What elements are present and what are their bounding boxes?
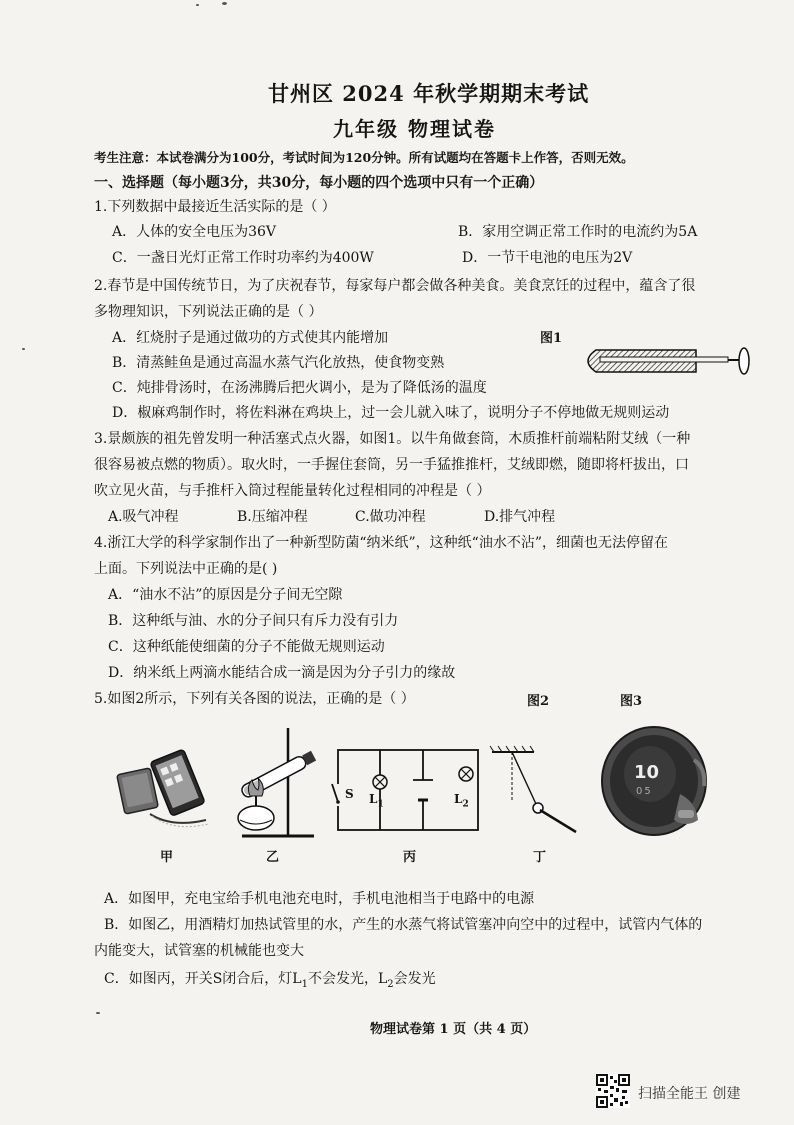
watch-number: 10 <box>634 762 660 783</box>
page-footer: 物理试卷第 1 页（共 4 页） <box>370 1022 537 1037</box>
q5-option-c-sub2: 2 <box>387 978 394 990</box>
section-heading: 一、选择题（每小题3分，共30分，每小题的四个选项中只有一个正确） <box>94 175 544 191</box>
q1-stem: 1.下列数据中最接近生活实际的是（ ） <box>94 199 336 215</box>
q4-stem-1: 4.浙江大学的科学家制作出了一种新型防菌“纳米纸”，这种纸“油水不沾”，细菌也无法停留在 <box>94 535 668 551</box>
exam-title: 甘州区 2024 年秋学期期末考试 <box>268 81 590 106</box>
q2-option-c: C．炖排骨汤时，在汤沸腾后把火调小，是为了降低汤的温度 <box>112 380 487 396</box>
scan-speck <box>196 4 199 6</box>
q3-stem-2: 很容易被点燃的物质）。取火时，一手握住套筒，另一手猛推推杆，艾绒即燃，随即将杆拔出，口 <box>94 457 689 473</box>
q1-option-c: C．一盏日光灯正常工作时功率约为400W <box>112 250 374 266</box>
q5-option-c <box>104 968 436 990</box>
figure-3-label: 图3 <box>620 694 643 709</box>
q5-option-b-1: B．如图乙，用酒精灯加热试管里的水，产生的水蒸气将试管塞冲向空中的过程中，试管内气体的 <box>104 917 703 933</box>
figure-1-label: 图1 <box>540 331 563 346</box>
q2-option-b: B．清蒸鲑鱼是通过高温水蒸气汽化放热，使食物变熟 <box>112 355 445 371</box>
q2-option-a: A．红烧肘子是通过做功的方式使其内能增加 <box>112 330 389 346</box>
circuit-label-s: S <box>345 787 354 801</box>
figure-jia-powerbank-phone <box>112 748 222 838</box>
q4-option-a: A．“油水不沾”的原因是分子间无空隙 <box>108 587 343 603</box>
q4-option-d: D．纳米纸上两滴水能结合成一滴是因为分子引力的缘故 <box>108 665 456 681</box>
exam-subtitle: 九年级 物理试卷 <box>333 117 496 141</box>
q1-option-d: D．一节干电池的电压为2V <box>462 250 633 266</box>
q3-stem-3: 吹立见火苗，与手推杆入筒过程能量转化过程相同的冲程是（ ） <box>94 483 491 499</box>
qr-code-icon <box>596 1074 630 1108</box>
q5-option-b-2: 内能变大，试管塞的机械能也变大 <box>94 943 304 959</box>
figure-bing-label: 丙 <box>403 850 417 865</box>
q2-stem-2: 多物理知识，下列说法正确的是（ ） <box>94 304 323 320</box>
q5-option-c-sub1: 1 <box>301 978 308 990</box>
q4-stem-2: 上面。下列说法中正确的是( ) <box>94 561 278 577</box>
figure-2-label: 图2 <box>527 694 550 709</box>
q3-stem-1: 3.景颇族的祖先曾发明一种活塞式点火器，如图1。以牛角做套筒，木质推杆前端粘附艾绒（一种 <box>94 431 691 447</box>
figure-1-fire-piston <box>578 344 756 380</box>
circuit-label-l1 <box>369 792 384 809</box>
scan-speck <box>96 1012 100 1014</box>
scan-speck <box>22 348 25 350</box>
q2-stem-1: 2.春节是中国传统节日，为了庆祝春节，每家每户都会做各种美食。美食烹饪的过程中，蕴含了很 <box>94 278 696 294</box>
exam-notice: 考生注意：本试卷满分为100分，考试时间为120分钟。所有试题均在答题卡上作答，否则无效。 <box>94 150 634 165</box>
scanner-watermark: 扫描全能王 创建 <box>638 1086 741 1102</box>
q1-option-a: A．人体的安全电压为36V <box>112 224 277 240</box>
figure-bing-circuit <box>332 744 484 836</box>
q4-option-b: B．这种纸与油、水的分子间只有斥力没有引力 <box>108 613 399 629</box>
q5-option-c-suffix: 会发光 <box>393 971 436 987</box>
figure-yi-label: 乙 <box>266 850 280 865</box>
q5-option-c-prefix: C．如图丙，开关S闭合后，灯L <box>104 971 302 987</box>
q3-option-d: D.排气冲程 <box>484 509 556 525</box>
q3-option-a: A.吸气冲程 <box>108 509 179 525</box>
circuit-label-l2 <box>454 792 469 809</box>
q2-option-d: D．椒麻鸡制作时，将佐料淋在鸡块上，过一会儿就入味了，说明分子不停地做无规则运动 <box>112 405 670 421</box>
figure-yi-test-tube <box>228 724 328 842</box>
q4-option-c: C．这种纸能使细菌的分子不能做无规则运动 <box>108 639 385 655</box>
q1-option-b: B．家用空调正常工作时的电流约为5A <box>458 224 698 240</box>
figure-ding-pendulum <box>490 744 586 840</box>
figure-jia-label: 甲 <box>160 850 174 865</box>
q5-stem: 5.如图2所示，下列有关各图的说法，正确的是（ ） <box>94 691 415 707</box>
q5-option-a: A．如图甲，充电宝给手机电池充电时，手机电池相当于电路中的电源 <box>104 891 535 907</box>
q3-option-b: B.压缩冲程 <box>237 509 308 525</box>
scan-speck <box>222 2 227 5</box>
circuit-l1-sub: 1 <box>377 799 384 810</box>
circuit-l2-letter: L <box>454 792 463 806</box>
q5-option-c-mid: 不会发光，L <box>307 971 388 987</box>
q3-option-c: C.做功冲程 <box>355 509 426 525</box>
watch-seconds: 05 <box>636 786 653 797</box>
figure-ding-label: 丁 <box>533 850 547 865</box>
circuit-l2-sub: 2 <box>462 799 469 810</box>
circuit-l1-letter: L <box>369 792 378 806</box>
